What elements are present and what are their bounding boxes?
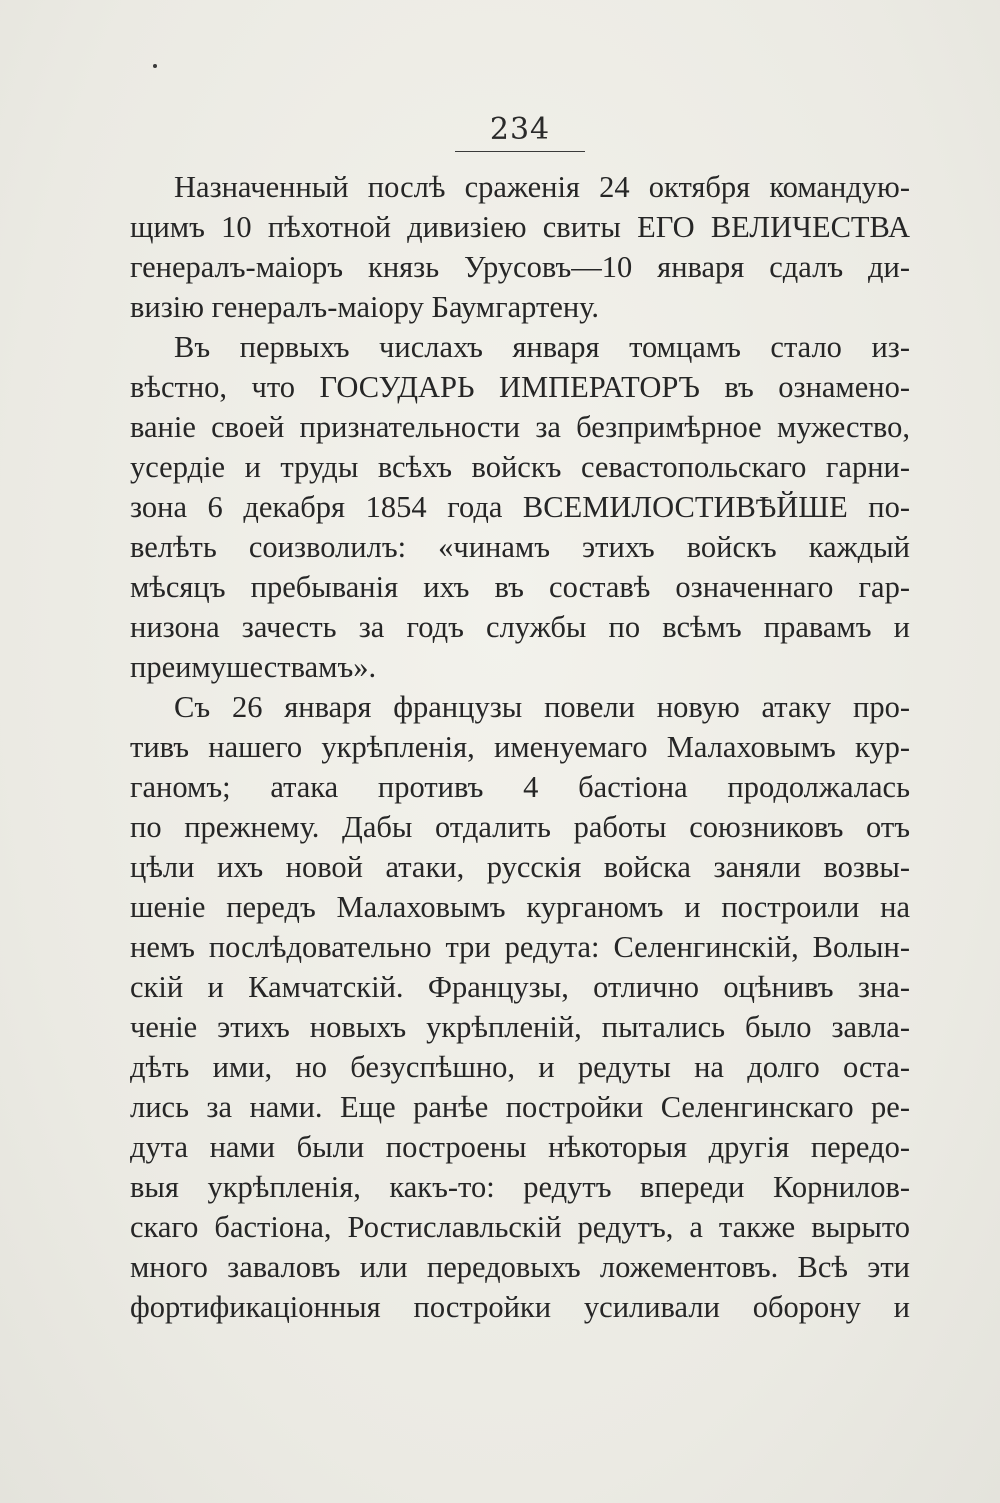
text-line: велѣть соизволилъ: «чинамъ этихъ войскъ каждый [130, 530, 910, 564]
text-line: скій и Камчатскій. Французы, отлично оцѣнивъ зна- [130, 970, 910, 1004]
text-line: лись за нами. Еще ранѣе постройки Селенгинскаго ре- [130, 1090, 910, 1124]
text-line: мѣсяцъ пребыванія ихъ въ составѣ означеннаго гар- [130, 570, 910, 604]
text-line: Назначенный послѣ сраженія 24 октября командую- [174, 170, 910, 204]
text-line: преимушествамъ». [130, 650, 377, 684]
text-line: зона 6 декабря 1854 года ВСЕМИЛОСТИВѢЙШЕ по- [130, 490, 910, 524]
text-line: генералъ-маіоръ князь Урусовъ—10 января сдалъ ди- [130, 250, 910, 284]
text-line: вѣстно, что ГОСУДАРЬ ИМПЕРАТОРЪ въ ознамено- [130, 370, 910, 404]
text-line: Съ 26 января французы повели новую атаку про- [174, 690, 910, 724]
text-line: немъ послѣдовательно три редута: Селенгинскій, Волын- [130, 930, 910, 964]
text-line: выя укрѣпленія, какъ-то: редутъ впереди Корнилов- [130, 1170, 910, 1204]
text-line: много заваловъ или передовыхъ ложементовъ. Всѣ эти [130, 1250, 910, 1284]
text-line: Въ первыхъ числахъ января томцамъ стало из- [174, 330, 910, 364]
text-line: фортификаціонныя постройки усиливали оборону и [130, 1290, 910, 1324]
text-line: щимъ 10 пѣхотной дивизіею свиты ЕГО ВЕЛИЧЕСТВА [130, 210, 910, 244]
text-line: цѣли ихъ новой атаки, русскія войска заняли возвы- [130, 850, 910, 884]
body-text [130, 167, 910, 1327]
text-line: тивъ нашего укрѣпленія, именуемаго Малаховымъ кур- [130, 730, 910, 764]
text-line: низона зачесть за годъ службы по всѣмъ правамъ и [130, 610, 910, 644]
ink-speck [153, 64, 157, 68]
text-line: дута нами были построены нѣкоторыя другія передо- [130, 1130, 910, 1164]
text-line: ганомъ; атака противъ 4 бастіона продолжалась [130, 770, 910, 804]
text-line: шеніе передъ Малаховымъ курганомъ и построили на [130, 890, 910, 924]
text-line: скаго бастіона, Ростиславльскій редутъ, а также вырыто [130, 1210, 910, 1244]
text-line: по прежнему. Дабы отдалить работы союзниковъ отъ [130, 810, 910, 844]
page-number-rule [455, 151, 585, 152]
text-line: дѣть ими, но безуспѣшно, и редуты на долго оста- [130, 1050, 910, 1084]
page-number: 234 [489, 112, 551, 147]
text-line: усердіе и труды всѣхъ войскъ севастопольскаго гарни- [130, 450, 910, 484]
text-line: ваніе своей признательности за безпримѣрное мужество, [130, 410, 910, 444]
text-line: визію генералъ-маіору Баумгартену. [130, 290, 599, 324]
text-line: ченіе этихъ новыхъ укрѣпленій, пытались было завла- [130, 1010, 910, 1044]
